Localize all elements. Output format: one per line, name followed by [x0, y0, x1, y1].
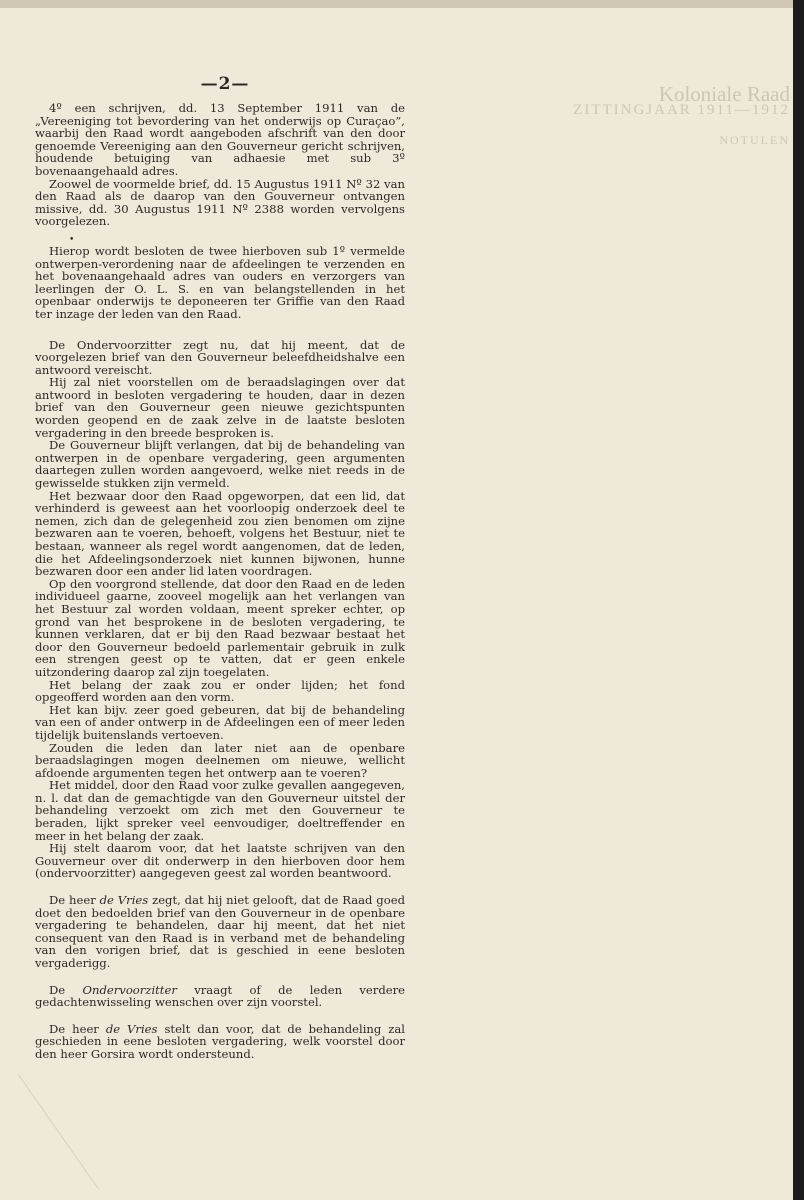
paragraph-adhaesie-letter: 4º een schrijven, dd. 13 September 1911 van de „Vereeniging tot bevordering van het onderwijs op Curaçao”, waarbij den Raad wordt aangeboden afschrift van den door genoemde Vereeniging aan den Gouverneur gericht schrijven, houdende betuiging van adhaesie met sub 3º bovenaangehaald adres. — [35, 101, 405, 178]
paragraph-proposal: Hij stelt daarom voor, dat het laatste schrijven van den Gouverneur over dit onderwerp in den hierboven door hem (ondervoorzitter) aangegeven geest zal worden beantwoord. — [35, 841, 405, 881]
speaker-name: de Vries — [105, 1021, 158, 1036]
text-prefix: De — [49, 982, 83, 997]
ink-dot: • — [69, 234, 75, 245]
paragraph-foreground: Op den voorgrond stellende, dat door den Raad en de leden individueel gaarne, zooveel mogelijk aan het verlangen van het Bestuur zal worden voldaan, meent spreker echter, op grond van het besprokene in de besloten vergadering, te kunnen verklaren, dat er bij den Raad bezwaar bestaat het door den Gouverneur bedoeld parlementair gebruik in zulk een strengen geest op te vatten, dat er geen enkele uitzondering daarop zal zijn toegelaten. — [35, 576, 405, 679]
paragraph-governor-demand: De Gouverneur blijft verlangen, dat bij de behandeling van ontwerpen in de openbare vergadering, geen argumenten daartegen zullen worden aangevoerd, welke niet reeds in de gewisselde stukken zijn vermeld. — [35, 438, 405, 491]
speaker-name: Ondervoorzitter — [82, 982, 177, 997]
paragraph-vicechair-opening: De Ondervoorzitter zegt nu, dat hij meent, dat de voorgelezen brief van den Gouverneur beleefdheidshalve een antwoord vereischt. — [35, 337, 405, 377]
minutes-body — [35, 102, 405, 1061]
paragraph-decision: Hierop wordt besloten de twee hierboven sub 1º vermelde ontwerpen-verordening naar de afdeelingen te verzenden en het bovenaangehaald adres van ouders en verzorgers van leerlingen der O. L. S. en van belangstellenden in het openbaar onderwijs te deponeeren ter Griffie van den Raad ter inzage der leden van den Raad. — [35, 243, 405, 321]
speaker-name: de Vries — [99, 893, 149, 908]
paragraph-question: Zouden die leden dan later niet aan de openbare beraadslagingen mogen deelnemen om nieuwe, wellicht afdoende argumenten tegen het ontwerp aan te voeren? — [35, 740, 405, 780]
text-body: stelt dan voor, dat de behandeling zal geschieden in eene besloten vergadering, welk voorstel door den heer Gorsira wordt ondersteund. — [35, 1021, 406, 1061]
bleed-through-header-session: ZITTINGJAAR 1911—1912 — [573, 102, 790, 118]
page-top-edge — [0, 0, 793, 8]
text-body: zegt, dat hij niet gelooft, dat de Raad goed doet den bedoelden brief van den Gouverneur in de openbare vergadering te behandelen, daar hij meent, dat het niet consequent van den Raad is in verband met de behandeling van den vorigen brief, dat is geschied in eene besloten vergaderigg. — [35, 893, 405, 970]
paragraph-interest: Het belang der zaak zou er onder lijden; het fond opgeofferd worden aan den vorm. — [35, 677, 405, 705]
paragraph-no-closed-session: Hij zal niet voorstellen om de beraadslagingen over dat antwoord in besloten vergadering te houden, daar in dezen brief van den Gouverneur geen nieuwe gezichtspunten worden geopend en de zaak zelve in de laatste besloten vergadering in den breede besproken is. — [35, 375, 405, 440]
text-body: vraagt of de leden verdere gedachtenwisseling wenschen over zijn voorstel. — [35, 982, 405, 1010]
text-prefix: De heer — [49, 893, 100, 908]
scan-border — [793, 0, 804, 1200]
paragraph-de-vries-response — [35, 894, 405, 970]
paragraph-letters-read: Zoowel de voormelde brief, dd. 15 Augustus 1911 Nº 32 van den Raad als de daarop van den Gouverneur ontvangen missive, dd. 30 Augustus 1911 Nº 2388 worden vervolgens voorgelezen. — [35, 176, 405, 229]
paragraph-vicechair-question — [35, 984, 405, 1009]
text-prefix: De heer — [49, 1021, 106, 1036]
paragraph-objection: Het bezwaar door den Raad opgeworpen, dat een lid, dat verhinderd is geweest aan het voorloopig onderzoek deel te nemen, zich dan de gelegenheid zou zien benomen om zijne bezwaren aan te voeren, behoeft, volgens het Bestuur, niet te bestaan, wanneer als regel wordt aangenomen, dat de leden, die het Afdeelingsonderzoek niet kunnen bijwonen, hunne bezwaren door een ander lid laten voordragen. — [35, 488, 405, 579]
bleed-through-header-title: Koloniale Raad — [658, 82, 790, 106]
bleed-through-header-minutes: NOTULEN — [719, 133, 790, 147]
paragraph-example: Het kan bijv. zeer goed gebeuren, dat bij de behandeling van een of ander ontwerp in de Afdeelingen een of meer leden tijdelijk buitenslands vertoeven. — [35, 702, 405, 742]
page-number: —2— — [200, 74, 250, 94]
paragraph-remedy: Het middel, door den Raad voor zulke gevallen aangegeven, n. l. dat dan de gemachtigde van den Gouverneur uitstel der behandeling verzoekt om zich met den Gouverneur te beraden, lijkt spreker veel eenvoudiger, doeltreffender en meer in het belang der zaak. — [35, 778, 405, 843]
